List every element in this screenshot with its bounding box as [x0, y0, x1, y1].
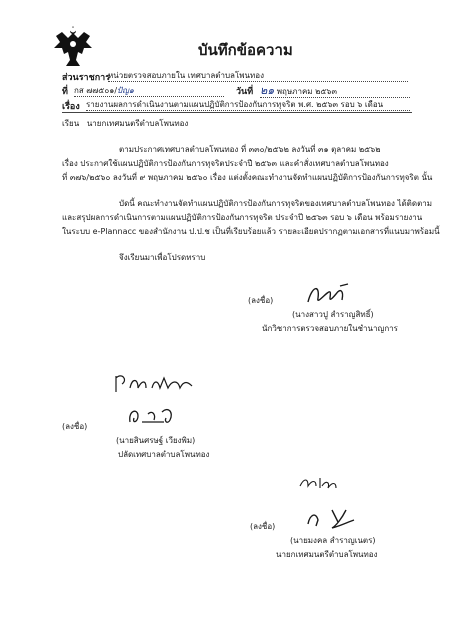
to-label: เรียน: [62, 119, 80, 128]
officer-sign-label: (ลงชื่อ): [248, 296, 274, 305]
para1-line2: เรื่อง ประกาศใช้แผนปฏิบัติการป้องกันการทุจริตประจำปี ๒๕๖๓ และคำสั่งเทศบาลตำบลโพนทอง: [62, 159, 389, 168]
subject-label: เรื่อง: [62, 102, 80, 112]
ref-value: [74, 86, 224, 97]
clerk-title: ปลัดเทศบาลตำบลโพนทอง: [118, 450, 210, 459]
officer-signature: [300, 280, 360, 314]
date-handwritten: ๒๑: [260, 84, 275, 97]
mayor-title: นายกเทศมนตรีตำบลโพนทอง: [276, 550, 378, 559]
subject-value: [86, 100, 410, 111]
para1-line1: ตามประกาศเทศบาลตำบลโพนทอง ที่ ๓๓๐/๒๕๖๒ ลงวันที่ ๓๑ ตุลาคม ๒๕๖๒: [119, 145, 381, 154]
agency-text: หน่วยตรวจสอบภายใน เทศบาลตำบลโพนทอง: [108, 71, 264, 80]
para2-line1: บัดนี้ คณะทำงานจัดทำแผนปฏิบัติการป้องกันการทุจริตของเทศบาลตำบลโพนทอง ได้ติดตาม: [119, 199, 433, 208]
subject-text: รายงานผลการดำเนินงานตามแผนปฏิบัติการป้องกันการทุจริต พ.ศ. ๒๕๖๓ รอบ ๖ เดือน: [86, 100, 384, 109]
agency-label: ส่วนราชการ: [62, 73, 111, 83]
header-divider: [62, 112, 412, 113]
ref-label: ที่: [62, 87, 68, 97]
date-value: [260, 86, 410, 98]
closing-line: จึงเรียนมาเพื่อโปรดทราบ: [119, 253, 206, 262]
clerk-sign-label: (ลงชื่อ): [62, 422, 88, 431]
to-line: [62, 119, 188, 129]
date-label: วันที่: [236, 87, 254, 97]
agency-value: [108, 71, 408, 82]
memo-title: บันทึกข้อความ: [198, 41, 293, 59]
officer-title: นักวิชาการตรวจสอบภายในชำนาญการ: [262, 324, 398, 333]
clerk-name: (นายสินศรษฐ์ เวียงพิม): [116, 436, 196, 445]
to-value: นายกเทศมนตรีตำบลโพนทอง: [86, 119, 189, 128]
ref-text: กส ๗๗๕๐๑/: [74, 86, 118, 95]
mayor-note-handwritten: [298, 474, 338, 496]
officer-name: (นางสาวปู สำราญสิทธิ์): [292, 310, 374, 319]
clerk-note-handwritten: [112, 370, 202, 400]
garuda-emblem: [52, 22, 94, 70]
ref-handwritten: ปัญ๑: [117, 86, 134, 95]
mayor-sign-label: (ลงชื่อ): [250, 522, 276, 531]
para2-line2: และสรุปผลการดำเนินการตามแผนปฏิบัติการป้องกันการทุจริต ประจำปี ๒๕๖๓ รอบ ๖ เดือน พร้อมรายงาน: [62, 213, 423, 222]
mayor-signature: [302, 504, 362, 536]
para2-line3: ในระบบ e-Plannacc ของสำนักงาน ป.ป.ช เป็นที่เรียบร้อยแล้ว รายละเอียดปรากฏตามเอกสารที่แนบมาพร้อมนี้: [62, 227, 440, 236]
date-text: พฤษภาคม ๒๕๖๓: [276, 87, 337, 96]
para1-line3: ที่ ๓๗๖/๒๕๖๐ ลงวันที่ ๙ พฤษภาคม ๒๕๖๐ เรื่อง แต่งตั้งคณะทำงานจัดทำแผนปฏิบัติการป้องกันการทุจริต นั้น: [62, 173, 433, 182]
mayor-name: (นายมงคล สำราญเนตร): [290, 536, 376, 545]
clerk-signature: [124, 402, 184, 434]
